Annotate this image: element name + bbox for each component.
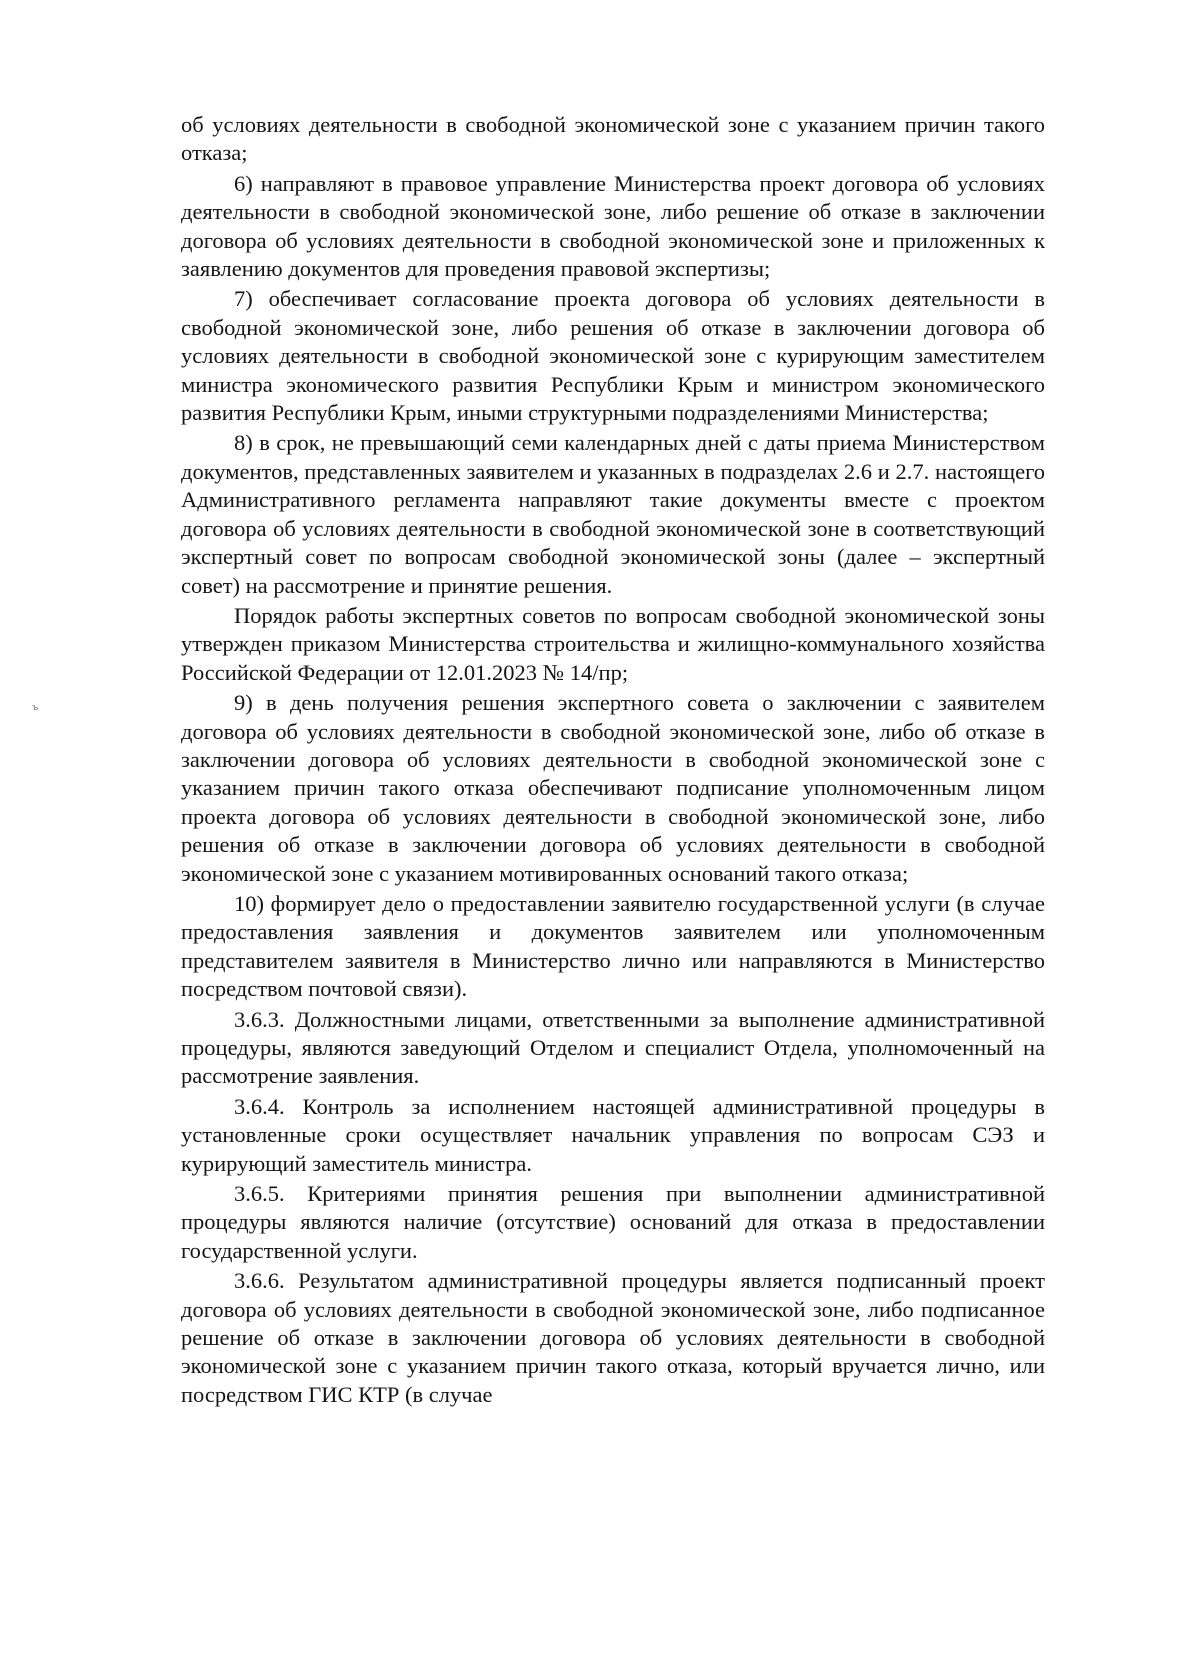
paragraph-item-10: 10) формирует дело о предоставлении заявителю государственной услуги (в случае предоставления заявления и документов заявителем или уполномоченным представителем заявителя в Министерство лично или направляются в Министерство посредством почтовой связи).: [181, 890, 1045, 1002]
paragraph-3-6-6: 3.6.6. Результатом административной процедуры является подписанный проект договора об условиях деятельности в свободной экономической зоне, либо подписанное решение об отказе в заключении договора об условиях деятельности в свободной экономической зоне с указанием причин такого отказа, который вручается лично, или посредством ГИС КТР (в случае: [181, 1268, 1045, 1407]
paragraph-item-9: 9) в день получения решения экспертного совета о заключении с заявителем договора об условиях деятельности в свободной экономической зоне, либо об отказе в заключении договора об условиях деятельности в свободной экономической зоне с указанием причин такого отказа обеспечивают подписание уполномоченным лицом проекта договора об условиях деятельности в свободной экономической зоне, либо решения об отказе в заключении договора об условиях деятельности в свободной экономической зоне с указанием мотивированных оснований такого отказа;: [181, 690, 1045, 886]
paragraph-item-7: 7) обеспечивает согласование проекта договора об условиях деятельности в свободной экономической зоне, либо решения об отказе в заключении договора об условиях деятельности в свободной экономической зоне с курирующим заместителем министра экономического развития Республики Крым и министром экономического развития Республики Крым, иными структурными подразделениями Министерства;: [181, 286, 1045, 426]
paragraph-3-6-4: 3.6.4. Контроль за исполнением настоящей административной процедуры в установленные сроки осуществляет начальник управления по вопросам СЭЗ и курирующий заместитель министра.: [181, 1093, 1045, 1176]
document-body: [181, 111, 1045, 1409]
scan-artifact-mark: ъ: [32, 703, 39, 713]
paragraph-continuation: об условиях деятельности в свободной экономической зоне с указанием причин такого отказа;: [181, 112, 1045, 166]
paragraph-3-6-5: 3.6.5. Критериями принятия решения при выполнении административной процедуры являются наличие (отсутствие) оснований для отказа в предоставлении государственной услуги.: [181, 1181, 1045, 1263]
paragraph-3-6-3: 3.6.3. Должностными лицами, ответственными за выполнение административной процедуры, являются заведующий Отделом и специалист Отдела, уполномоченный на рассмотрение заявления.: [181, 1006, 1045, 1089]
paragraph-item-8: 8) в срок, не превышающий семи календарных дней с даты приема Министерством документов, представленных заявителем и указанных в подразделах 2.6 и 2.7. настоящего Административного регламента направляют такие документы вместе с проектом договора об условиях деятельности в свободной экономической зоне в соответствующий экспертный совет по вопросам свободной экономической зоны (далее – экспертный совет) на рассмотрение и принятие решения.: [181, 430, 1045, 598]
paragraph-expert-council-order: Порядок работы экспертных советов по вопросам свободной экономической зоны утвержден приказом Министерства строительства и жилищно-коммунального хозяйства Российской Федерации от 12.01.2023 № 14/пр;: [181, 602, 1045, 685]
paragraph-item-6: 6) направляют в правовое управление Министерства проект договора об условиях деятельности в свободной экономической зоне, либо решение об отказе в заключении договора об условиях деятельности в свободной экономической зоне и приложенных к заявлению документов для проведения правовой экспертизы;: [181, 170, 1045, 282]
